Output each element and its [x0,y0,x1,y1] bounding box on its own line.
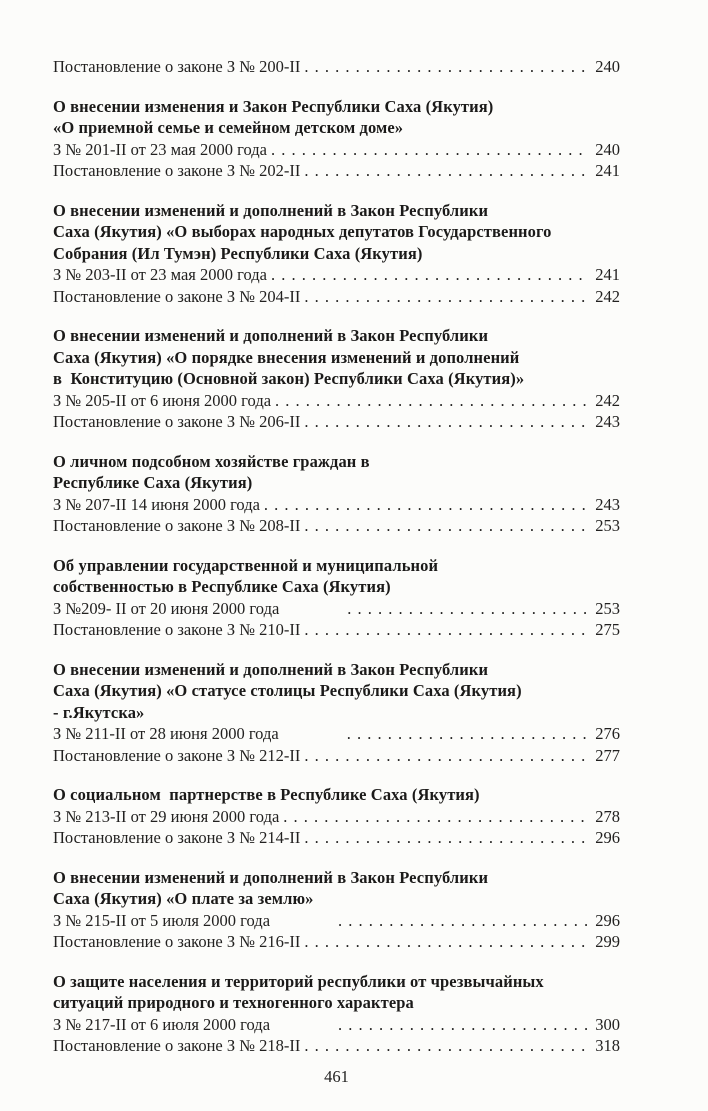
law-title-line: Саха (Якутия) «О порядке внесения изменений и дополнений [53,347,520,367]
toc-entry-text: Постановление о законе З № 204-II [53,286,301,306]
toc-entry [53,910,620,932]
toc-entry-text: Постановление о законе З № 212-II [53,745,301,765]
dot-leader [304,56,587,78]
law-title-line: Республике Саха (Якутия) [53,473,253,492]
toc-entry-text: Постановление о законе З № 210-II [53,620,301,639]
toc-entry-page: 253 [595,598,620,618]
dot-leader [304,411,587,433]
toc-entry [53,806,620,828]
toc-entry [53,264,620,286]
dot-leader [304,286,587,308]
dot-leader [271,264,587,286]
table-of-contents [53,56,620,1087]
toc-entry [53,411,620,433]
dot-leader [304,1035,587,1057]
dot-leader [283,806,587,828]
toc-entry-page: 241 [595,161,620,180]
toc-entry-text: Постановление о законе З № 200-II [53,57,301,76]
toc-section [53,784,620,849]
toc-section [53,867,620,953]
dot-leader [304,745,587,767]
toc-entry-text: З №209- II от 20 июня 2000 года [53,598,280,618]
dot-leader [271,139,587,161]
law-title-line: Саха (Якутия) «О плате за землю» [53,889,314,908]
law-title-line: в Конституцию (Основной закон) Республики Саха (Якутия)» [53,369,525,388]
law-title-line: Собрания (Ил Тумэн) Республики Саха (Якутия) [53,243,423,263]
dot-leader [304,515,587,537]
law-title-line: Саха (Якутия) «О выборах народных депутатов Государственного [53,222,552,241]
dot-leader [338,1014,587,1036]
law-title-line: О личном подсобном хозяйстве граждан в [53,451,370,471]
page-footer [53,1066,620,1088]
dot-leader [304,827,587,849]
toc-entry [53,494,620,516]
toc-entry-text: З № 207-II 14 июня 2000 года [53,494,260,514]
toc-entry-page: 243 [595,412,620,431]
toc-entry-page: 299 [595,932,620,951]
toc-entry-page: 240 [595,57,620,76]
toc-entry-page: 318 [595,1036,620,1055]
dot-leader [264,494,587,516]
toc-entry-text: Постановление о законе З № 214-II [53,828,301,847]
toc-entry-page: 243 [595,494,620,514]
toc-entry-text: З № 217-II от 6 июля 2000 года [53,1014,271,1034]
law-title-line: собственностью в Республике Саха (Якутия) [53,577,391,596]
law-title-line: Саха (Якутия) «О статусе столицы Республики Саха (Якутия) [53,681,522,700]
toc-section [53,200,620,308]
toc-section [53,96,620,182]
law-title-line: О внесении изменений и дополнений в Закон Республики [53,867,489,887]
law-title-line: - г.Якутска» [53,702,145,722]
toc-entry [53,139,620,161]
toc-entry-page: 276 [595,724,620,743]
dot-leader [347,723,587,745]
toc-entry-page: 296 [595,910,620,930]
toc-section [53,659,620,767]
toc-entry [53,160,620,182]
toc-entry [53,931,620,953]
law-title-line: Об управлении государственной и муниципальной [53,555,439,575]
dot-leader [304,160,587,182]
toc-entry-page: 300 [595,1014,620,1034]
dot-leader [304,619,587,641]
law-title-line: «О приемной семье и семейном детском доме» [53,118,404,137]
law-title-line: ситуаций природного и техногенного характера [53,993,414,1012]
toc-entry-page: 275 [595,620,620,639]
law-title-line: О внесении изменений и дополнений в Закон Республики [53,326,489,345]
toc-entry-text: Постановление о законе З № 218-II [53,1036,301,1055]
toc-entry [53,1014,620,1036]
toc-section [53,325,620,433]
law-title-line: О защите населения и территорий республики от чрезвычайных [53,971,544,991]
dot-leader [304,931,587,953]
law-title-line: О внесении изменения и Закон Республики Саха (Якутия) [53,96,494,116]
toc-entry-page: 277 [595,745,620,765]
toc-entry-text: З № 213-II от 29 июня 2000 года [53,806,280,826]
toc-entry [53,827,620,849]
dot-leader [338,910,587,932]
page-number: 461 [324,1066,349,1086]
toc-entry [53,1035,620,1057]
dot-leader [347,598,587,620]
toc-section [53,451,620,537]
toc-entry-page: 242 [595,390,620,410]
toc-entry-text: Постановление о законе З № 216-II [53,932,301,951]
toc-entry [53,56,620,78]
toc-entry-page: 241 [595,265,620,284]
toc-entry-text: З № 211-II от 28 июня 2000 года [53,724,279,743]
law-title-line: О социальном партнерстве в Республике Саха (Якутия) [53,785,480,804]
toc-entry [53,515,620,537]
toc-entry-text: З № 215-II от 5 июля 2000 года [53,910,271,930]
toc-entry-page: 253 [595,516,620,535]
toc-entry-text: Постановление о законе З № 206-II [53,412,301,431]
toc-entry-page: 296 [595,828,620,847]
toc-entry [53,286,620,308]
toc-entry [53,598,620,620]
toc-section [53,555,620,641]
law-title-line: О внесении изменений и дополнений в Закон Республики [53,200,489,220]
toc-entry [53,619,620,641]
toc-entry-text: З № 203-II от 23 мая 2000 года [53,265,267,284]
dot-leader [275,390,587,412]
toc-entry-page: 242 [595,286,620,306]
toc-entry-text: Постановление о законе З № 202-II [53,161,301,180]
toc-entry [53,723,620,745]
toc-entry-page: 240 [595,139,620,159]
toc-entry-text: Постановление о законе З № 208-II [53,516,301,535]
toc-section [53,971,620,1057]
law-title-line: О внесении изменений и дополнений в Закон Республики [53,659,489,679]
toc-entry-text: З № 205-II от 6 июня 2000 года [53,390,272,410]
toc-entry [53,390,620,412]
toc-entry-page: 278 [595,806,620,826]
toc-entry-text: З № 201-II от 23 мая 2000 года [53,139,267,159]
toc-entry [53,745,620,767]
